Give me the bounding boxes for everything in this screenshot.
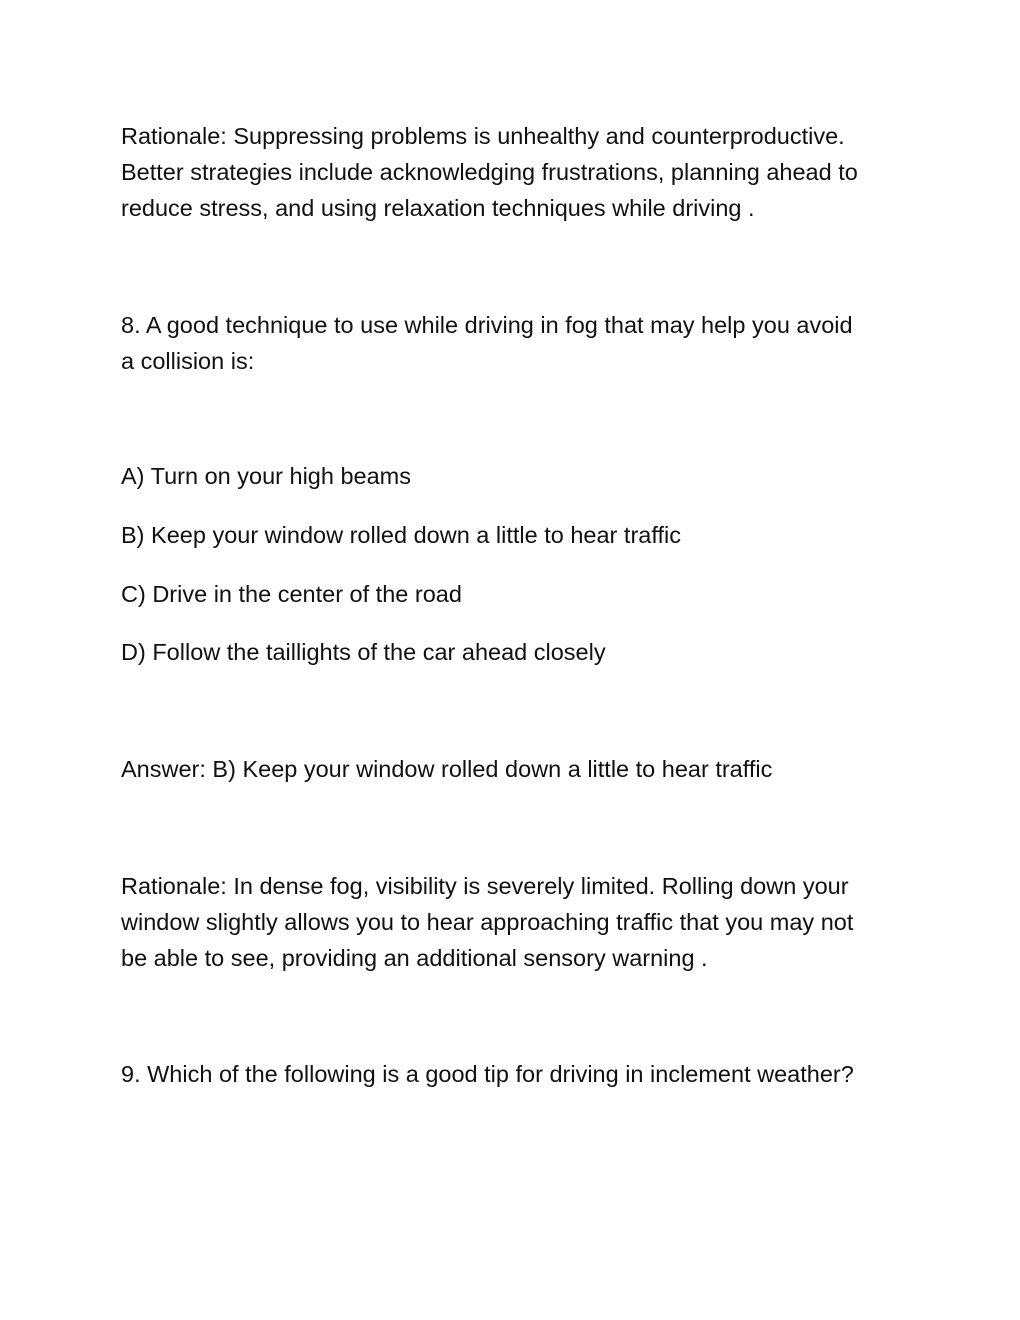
question-line: a collision is:: [121, 348, 255, 374]
rationale-line: Better strategies include acknowledging frustrations, planning ahead to: [121, 159, 858, 185]
answer-text: Answer: B) Keep your window rolled down a little to hear traffic: [121, 756, 773, 782]
question-8-text: [121, 307, 911, 379]
question-8-rationale: [121, 868, 911, 976]
rationale-line: Rationale: In dense fog, visibility is severely limited. Rolling down your: [121, 873, 849, 899]
rationale-line: be able to see, providing an additional sensory warning .: [121, 945, 708, 971]
option-c: C) Drive in the center of the road: [121, 581, 462, 607]
rationale-line: reduce stress, and using relaxation techniques while driving .: [121, 195, 755, 221]
option-b: B) Keep your window rolled down a little to hear traffic: [121, 522, 681, 548]
option-d: D) Follow the taillights of the car ahead closely: [121, 639, 606, 665]
rationale-line: Rationale: Suppressing problems is unhealthy and counterproductive.: [121, 123, 845, 149]
option-a: A) Turn on your high beams: [121, 463, 411, 489]
question-9-text: 9. Which of the following is a good tip for driving in inclement weather?: [121, 1061, 854, 1087]
rationale-line: window slightly allows you to hear approaching traffic that you may not: [121, 909, 854, 935]
previous-rationale: [121, 118, 911, 226]
question-line: 8. A good technique to use while driving in fog that may help you avoid: [121, 312, 853, 338]
